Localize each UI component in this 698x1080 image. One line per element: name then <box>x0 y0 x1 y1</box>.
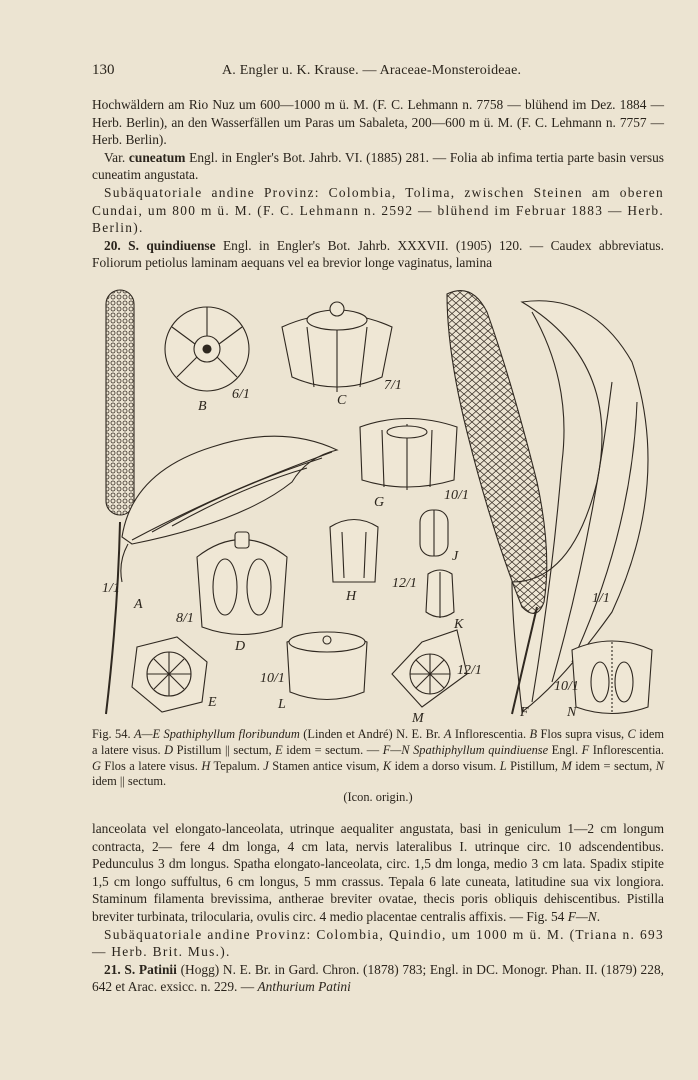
drawing-l-pistil <box>287 632 367 700</box>
scale-f: 1/1 <box>592 591 610 606</box>
variety-name: cuneatum <box>128 149 186 165</box>
label-c: C <box>337 393 347 408</box>
figure-illustration <box>92 282 670 722</box>
running-title: A. Engler u. K. Krause. — Araceae-Monsteroideae. <box>222 63 522 78</box>
caption-origin: (Icon. origin.) <box>343 790 413 805</box>
drawing-b-flower-top <box>165 307 249 391</box>
label-j: J <box>452 549 459 564</box>
paragraph-species-21: 21. S. Patinii (Hogg) N. E. Br. in Gard. Chron. (1878) 783; Engl. in DC. Monogr. Phan. II. (1879) 228, 642 et Arac. exsicc. n. 229. — Anthurium Patini <box>92 961 664 995</box>
top-text-block <box>92 96 664 272</box>
species-name-21: Patinii <box>138 961 177 977</box>
genus-name-1: Spathiphyllum floribundum <box>160 727 300 741</box>
scale-l: 10/1 <box>260 671 285 686</box>
drawing-e-cross-section <box>132 637 207 712</box>
scale-b: 6/1 <box>232 387 250 402</box>
figure-caption <box>92 727 664 806</box>
label-f: F <box>520 705 529 720</box>
paragraph-variety: Var. cuneatum Engl. in Engler's Bot. Jahrb. VI. (1885) 281. — Folia ab infima tertia parte basin versus cuneatim angustata. <box>92 149 665 183</box>
drawing-g-flower <box>360 419 457 491</box>
label-h: H <box>346 589 357 604</box>
drawing-d-pistil-section <box>197 532 287 635</box>
caption-text: Fig. 54. A—E Spathiphyllum floribundum (Linden et André) N. E. Br. A Inflorescentia. B Flos supra visus, C idem a latere visus. D Pistillum || sectum, E idem = sectum. — F—N Spathiphyllum quindiuense Engl. F Inflorescentia. G Flos a latere visus. H Tepalum. J Stamen antice visum, K idem a dorso visum. L Pistillum, M idem = sectum, N idem || sectum. <box>92 727 665 789</box>
drawing-k-stamen-back <box>426 570 454 618</box>
species-name: quindiuense <box>146 237 216 253</box>
scale-a: 1/1 <box>102 581 120 596</box>
label-a: A <box>134 597 143 612</box>
paragraph-province: Subäquatoriale andine Provinz: Colombia, Tolima, zwischen Steinen am oberen Cundai, um 800 m ü. M. (F. C. Lehmann n. 2592 — blühend im Februar 1883 — Herb. Berlin). <box>92 184 664 236</box>
page-header <box>92 62 664 82</box>
paragraph-locality: Hochwäldern am Rio Nuz um 600—1000 m ü. M. (F. C. Lehmann n. 7758 — blühend im Dez. 1884 — Herb. Berlin), an den Wasserfällen um Paras um Sabaleta, 200—600 m ü. M. (F. C. Lehmann n. 7757 — Herb. Berlin). <box>92 97 664 148</box>
drawing-j-stamen-front <box>420 510 448 556</box>
genus-name-2: Spathiphyllum quindiuense <box>409 742 549 757</box>
label-g: G <box>374 495 385 510</box>
label-d: D <box>235 639 246 654</box>
paragraph-province-2: Subäquatoriale andine Provinz: Colombia, Quindio, um 1000 m ü. M. (Triana n. 693 — Herb. Brit. Mus.). <box>92 926 664 960</box>
page-number: 130 <box>92 62 115 78</box>
drawing-m-cross-section <box>392 630 467 707</box>
label-e: E <box>208 695 217 710</box>
scale-n: 10/1 <box>554 679 579 694</box>
drawing-c-flower-side <box>282 302 392 392</box>
scale-j: 12/1 <box>392 576 417 591</box>
label-l: L <box>278 697 286 712</box>
drawing-h-tepal <box>330 520 378 583</box>
label-m: M <box>412 711 424 722</box>
drawing-n-section <box>572 641 652 714</box>
paragraph-description: lanceolata vel elongato-lanceolata, utrinque aequaliter angustata, basi in geniculum 1—2 cm longum contracta, 2— fere 4 dm longa, 4 cm lata, nervis lateralibus I. utrinque circ. 10 adscendentibus. Pedunculus 3 dm longus. Spatha elongato-lanceolata, circ. 1,5 dm longa, medio 3 cm lata. Spadix stipite 1,5 cm longo suffultus, 6 cm longus, 5 mm crassus. Tepala 6 late cuneata, latitudine sua vix longiora. Staminum filamenta brevissima, antherae breviter ovatae, thecis poris obliquis dehiscentibus. Pistilla breviter turbinata, trilocularia, ovulis circ. 4 medio placentae centralis affixis. — Fig. 54 F—N. <box>92 821 664 924</box>
bottom-text-block <box>92 820 664 996</box>
scale-c: 7/1 <box>384 378 402 393</box>
label-b: B <box>198 399 207 414</box>
scale-g: 10/1 <box>444 488 469 503</box>
label-k: K <box>454 617 464 632</box>
scale-m: 12/1 <box>457 663 482 678</box>
label-n: N <box>567 705 577 720</box>
scale-d: 8/1 <box>176 611 194 626</box>
botanical-figure <box>92 282 670 722</box>
paragraph-species-20: 20. S. quindiuense Engl. in Engler's Bot. Jahrb. XXXVII. (1905) 120. — Caudex abbreviatus. Foliorum petiolus laminam aequans vel ea brevior longe vaginatus, lamina <box>92 237 664 271</box>
